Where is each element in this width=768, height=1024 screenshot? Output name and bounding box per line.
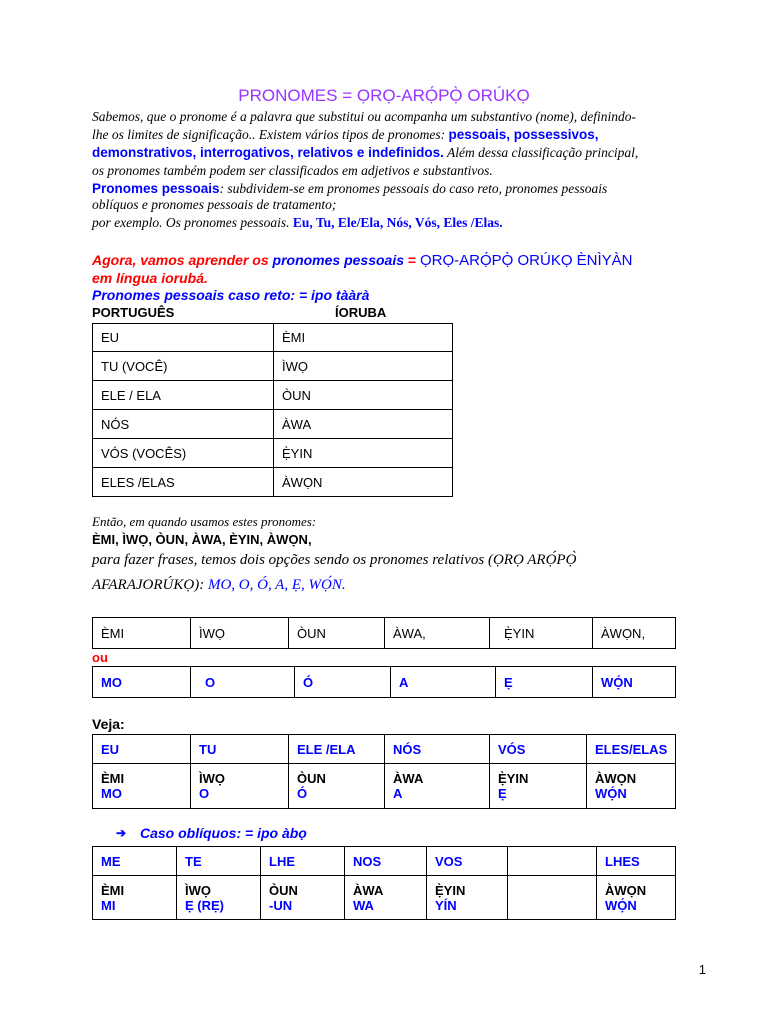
table-cell [597, 876, 676, 920]
cell-relative: O [199, 786, 210, 801]
table-cell: NÓS [385, 735, 490, 764]
table-cell: NOS [345, 847, 427, 876]
table-cell: ÀWA, [385, 618, 490, 649]
cell-yoruba: Ẹ̀YIN [435, 882, 466, 898]
table-row [93, 410, 453, 439]
table-cell: ÈMI [274, 324, 453, 352]
table-cell [508, 876, 597, 920]
table-cell [93, 876, 177, 920]
table-cell [385, 764, 490, 809]
cell-yoruba: ÌWỌ [185, 882, 211, 898]
table-cell: ME [93, 847, 177, 876]
table-cell: O [191, 667, 295, 698]
table-row [93, 876, 676, 920]
table-cell: WỌ́N [593, 667, 676, 698]
table-cell: TU (VOCÊ) [93, 352, 274, 381]
table-cell: VÓS [490, 735, 587, 764]
table-cell [490, 764, 587, 809]
table-cell: Ẹ̀YIN [490, 618, 593, 649]
entao-highlight: MO, O, Ó, A, Ẹ, WỌ́N. [207, 577, 346, 593]
intro-text: lhe os limites de significação.. Existem vários tipos de pronomes: [92, 127, 449, 142]
obliquo-heading: Caso oblíquos: = ipo àbọ [140, 825, 307, 841]
table-row [93, 764, 676, 809]
intro-text: por exemplo. Os pronomes pessoais. [92, 215, 293, 230]
table-row [93, 667, 676, 698]
agora-line-2: em língua iorubá. [92, 270, 208, 286]
cell-yoruba: ÒUN [297, 771, 326, 786]
reto-heading: Pronomes pessoais caso reto: = ipo tààrà [92, 287, 370, 303]
table-cell: LHE [261, 847, 345, 876]
table-cell: Ó [295, 667, 391, 698]
table-cell: MO [93, 667, 191, 698]
reto-header-ioruba: ÍORUBA [335, 305, 387, 320]
table-cell [191, 764, 289, 809]
agora-highlight: pronomes pessoais [272, 252, 405, 268]
table-row [93, 439, 453, 468]
cell-oblique: WA [353, 897, 374, 913]
intro-highlight: Eu, Tu, Ele/Ela, Nós, Vós, Eles /Elas. [292, 215, 503, 230]
intro-line-1: Sabemos, que o pronome é a palavra que substitui ou acompanha um substantivo (nome), definindo- [92, 109, 636, 124]
reto-header-portugues: PORTUGUÊS [92, 305, 175, 320]
table-row [93, 468, 453, 497]
veja-table [92, 734, 676, 809]
intro-text: Além dessa classificação principal, [443, 145, 639, 160]
pronoun-table [92, 617, 676, 649]
table-cell [261, 876, 345, 920]
cell-relative: MO [101, 786, 122, 801]
table-cell [289, 764, 385, 809]
cell-yoruba: ÒUN [269, 882, 298, 898]
cell-oblique: YÍN [435, 897, 457, 913]
table-row [93, 847, 676, 876]
veja-label: Veja: [92, 716, 125, 732]
entao-text: AFARAJORÚKỌ): [92, 577, 208, 593]
cell-yoruba: ÀWỌN [605, 882, 647, 898]
table-cell: ÒUN [289, 618, 385, 649]
table-cell [177, 876, 261, 920]
table-cell: TU [191, 735, 289, 764]
table-cell: EU [93, 324, 274, 352]
intro-highlight: Pronomes pessoais [92, 181, 220, 196]
table-cell: ELES/ELAS [587, 735, 676, 764]
table-cell: ÌWỌ [191, 618, 289, 649]
reto-table [92, 323, 453, 497]
intro-highlight: pessoais, possessivos, [448, 127, 599, 142]
entao-line-2: ÈMI, ÌWỌ, ÒUN, ÀWA, ÈYIN, ÀWỌN, [92, 532, 312, 547]
table-cell [427, 876, 508, 920]
table-cell: VÓS (VOCÊS) [93, 439, 274, 468]
cell-yoruba: ÈMI [101, 882, 125, 898]
table-cell: A [391, 667, 496, 698]
agora-text: Agora, vamos aprender os [92, 252, 273, 268]
table-cell: ÀWỌN, [593, 618, 676, 649]
entao-line-4 [92, 576, 346, 594]
page-title: PRONOMES = ỌRỌ-ARỌ́PỌ̀ ORÚKỌ [238, 86, 530, 105]
intro-line-3 [92, 144, 638, 162]
table-cell: EU [93, 735, 191, 764]
cell-yoruba: Ẹ̀YIN [498, 771, 529, 786]
cell-yoruba: ÈMI [101, 771, 125, 786]
agora-line-1 [92, 251, 633, 270]
cell-relative: WỌ́N [595, 786, 627, 801]
page-number: 1 [698, 962, 706, 977]
table-cell: ÈMI [93, 618, 191, 649]
table-cell [508, 847, 597, 876]
obliquo-table [92, 846, 676, 920]
table-row [93, 352, 453, 381]
table-cell: ELE / ELA [93, 381, 274, 410]
cell-yoruba: ÀWỌN [595, 771, 637, 786]
intro-line-7 [92, 214, 503, 232]
entao-line-3: para fazer frases, temos dois opções sendo os pronomes relativos (ỌRỌ ARỌ́PỌ̀ [92, 552, 577, 568]
table-cell [587, 764, 676, 809]
intro-text: : subdividem-se em pronomes pessoais do caso reto, pronomes pessoais [219, 181, 608, 196]
cell-yoruba: ÀWA [393, 771, 424, 786]
table-row [93, 618, 676, 649]
cell-relative: Ó [297, 786, 308, 801]
table-row [93, 381, 453, 410]
intro-line-4: os pronomes também podem ser classificados em adjetivos e substantivos. [92, 163, 493, 178]
table-cell [345, 876, 427, 920]
arrow-right-icon: ➔ [116, 826, 127, 840]
cell-relative: Ẹ [498, 786, 507, 801]
table-row [93, 324, 453, 352]
cell-relative: A [393, 786, 403, 801]
cell-oblique: WỌ́N [605, 897, 637, 913]
table-cell: ÀWỌN [274, 468, 453, 497]
table-cell: Ẹ [496, 667, 593, 698]
ou-label: ou [92, 650, 108, 665]
table-cell: TE [177, 847, 261, 876]
agora-yoruba: ỌRỌ-ARỌ́PỌ̀ ORÚKỌ ÈNÌYÀN [419, 252, 633, 269]
intro-line-2 [92, 126, 599, 144]
cell-yoruba: ÀWA [353, 882, 384, 898]
entao-line-1: Então, em quando usamos estes pronomes: [92, 514, 317, 529]
table-row [93, 735, 676, 764]
cell-oblique: -UN [269, 897, 293, 913]
table-cell: ÀWA [274, 410, 453, 439]
agora-text: = [404, 252, 420, 268]
cell-yoruba: ÌWỌ [199, 771, 225, 786]
table-cell [93, 764, 191, 809]
table-cell: NÓS [93, 410, 274, 439]
table-cell: LHES [597, 847, 676, 876]
table-cell: ELES /ELAS [93, 468, 274, 497]
cell-oblique: MI [101, 897, 116, 913]
table-cell: Ẹ̀YIN [274, 439, 453, 468]
intro-line-6: oblíquos e pronomes pessoais de tratamento; [92, 197, 337, 212]
table-cell: ÒUN [274, 381, 453, 410]
table-cell: VOS [427, 847, 508, 876]
relative-table [92, 666, 676, 698]
intro-highlight: demonstrativos, interrogativos, relativos e indefinidos. [92, 145, 444, 160]
cell-oblique: Ẹ (RẸ) [185, 897, 224, 913]
table-cell: ELE /ELA [289, 735, 385, 764]
table-cell: ÌWỌ [274, 352, 453, 381]
